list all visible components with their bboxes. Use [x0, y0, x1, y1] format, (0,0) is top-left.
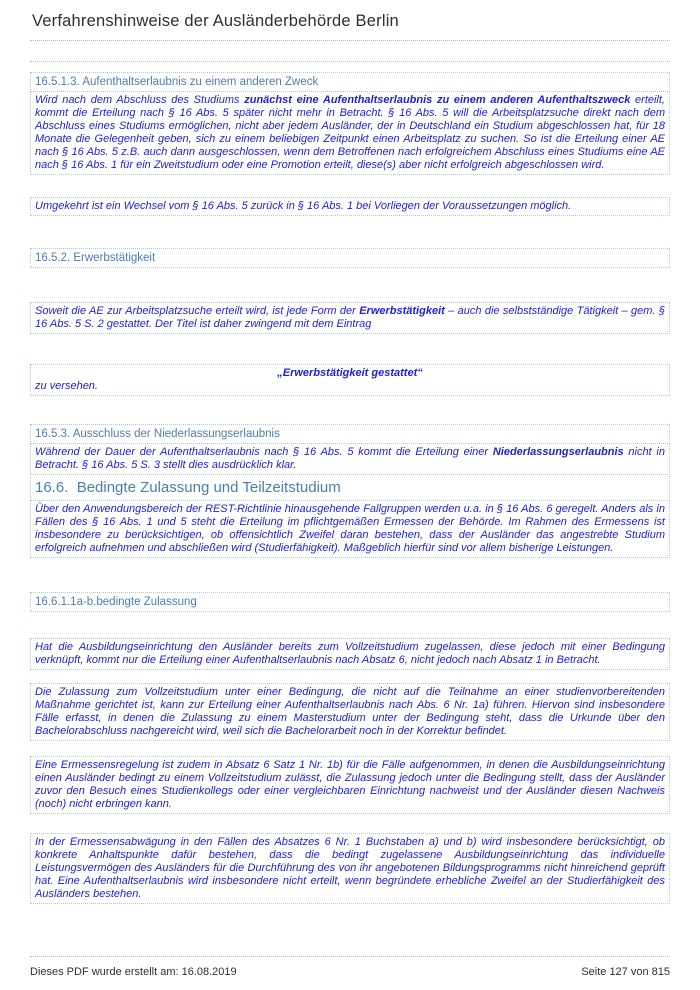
- paragraph-employment: Soweit die AE zur Arbeitsplatzsuche erteilt wird, ist jede Form der Erwerbstätigkeit – auch die selbstständige Tätigkeit – gem. § 16 Abs. 5 S. 2 gestattet. Der Titel ist daher zwingend mit dem Eintrag: [30, 302, 670, 334]
- document-body: [30, 72, 670, 904]
- paragraph-settlement-permit: Während der Dauer der Aufenthaltserlaubnis nach § 16 Abs. 5 kommt die Erteilung einer Niederlassungserlaubnis nicht in Betracht. § 16 Abs. 5 S. 3 stellt dies ausdrücklich klar.: [30, 443, 670, 475]
- entry-quote: „Erwerbstätigkeit gestattet“: [277, 367, 423, 379]
- footer-created-date: Dieses PDF wurde erstellt am: 16.08.2019: [30, 966, 237, 978]
- paragraph-condition-master: Die Zulassung zum Vollzeitstudium unter einer Bedingung, die nicht auf die Teilnahme an einer studienvorbereitenden Maßnahme gerichtet ist, kann zur Erteilung einer Aufenthaltserlaubnis nach Abs. 6 Nr. 1a) führen. Hiervon sind insbesondere Fälle erfasst, in denen die Zulassung zu einem Masterstudium unter der Bedingung steht, dass die Urkunde über den Bachelorabschluss nachgereicht wird, weil sich die Bachelorarbeit noch in der Korrektur befindet.: [30, 683, 670, 741]
- paragraph-discretion-rule: Eine Ermessensregelung ist zudem in Absatz 6 Satz 1 Nr. 1b) für die Fälle aufgenommen, in denen die Ausbildungseinrichtung einen Ausländer bedingt zu einem Vollzeitstudium zulässt, die Zulassung jedoch unter die Bedingung stellt, dass der Ausländer zuvor den Besuch eines Studienkollegs oder einer vergleichbaren Einrichtung nachweist und der Ausländer diesen Nachweis (noch) nicht erbringen kann.: [30, 756, 670, 814]
- section-heading-16-5-1-3: 16.5.1.3. Aufenthaltserlaubnis zu einem anderen Zweck: [30, 72, 670, 92]
- section-heading-16-6: 16.6. Bedingte Zulassung und Teilzeitstudium: [30, 474, 670, 501]
- paragraph-reverse-switch: Umgekehrt ist ein Wechsel vom § 16 Abs. 5 zurück in § 16 Abs. 1 bei Vorliegen der Voraussetzungen möglich.: [30, 197, 670, 216]
- section-heading-16-6-1: 16.6.1.1a-b.bedingte Zulassung: [30, 592, 670, 612]
- footer-page-number: Seite 127 von 815: [581, 966, 670, 978]
- entry-note-continuation: zu versehen.: [35, 380, 98, 392]
- paragraph-entry-note: [30, 364, 670, 396]
- separator-line: [30, 61, 670, 62]
- document-title: Verfahrenshinweise der Ausländerbehörde Berlin: [30, 8, 670, 41]
- paragraph-rest-directive: Über den Anwendungsbereich der REST-Richtlinie hinausgehende Fallgruppen werden u.a. in § 16 Abs. 6 geregelt. Anders als in Fällen des § 16 Abs. 1 und 5 steht die Erteilung im pflichtgemäßen Ermessen der Behörde. Im Rahmen des Ermessens ist insbesondere zu berücksichtigen, ob offensichtlich Zweifel daran bestehen, dass der Ausländer das angestrebte Studium erfolgreich aufnehmen und abschließen wird (Studierfähigkeit). Maßgeblich hierfür sind vor allem bisherige Leistungen.: [30, 500, 670, 558]
- paragraph-conditional-admission: Hat die Ausbildungseinrichtung den Ausländer bereits zum Vollzeitstudium zugelassen, diese jedoch mit einer Bedingung verknüpft, kommt nur die Erteilung einer Aufenthaltserlaubnis nach Absatz 6, nicht jedoch nach Absatz 1 in Betracht.: [30, 638, 670, 670]
- paragraph-discretion-weighing: In der Ermessensabwägung in den Fällen des Absatzes 6 Nr. 1 Buchstaben a) und b) wird insbesondere berücksichtigt, ob konkrete Anhaltspunkte dafür bestehen, dass die bedingt zugelassene Ausbildungseinrichtung das individuelle Leistungsvermögen des Ausländers für die Durchführung des von ihr angebotenen Bildungsprogramms nicht hinreichend geprüft hat. Eine Aufenthaltserlaubnis wird insbesondere nicht erteilt, wenn begründete erhebliche Zweifel an der Studierfähigkeit des Ausländers bestehen.: [30, 833, 670, 904]
- paragraph-other-purpose: Wird nach dem Abschluss des Studiums zunächst eine Aufenthaltserlaubnis zu einem anderen Aufenthaltszweck erteilt, kommt die Erteilung nach § 16 Abs. 5 später nicht mehr in Betracht. § 16 Abs. 5 will die Arbeitsplatzsuche direkt nach dem Abschluss eines Studiums ermöglichen, nicht aber jedem Ausländer, der in Deutschland ein Studium abgeschlossen hat, für 18 Monate die Gelegenheit geben, sich zu einem beliebigen Zeitpunkt einen Arbeitsplatz zu suchen. So ist die Erteilung einer AE nach § 16 Abs. 5 z.B. auch dann ausgeschlossen, wenn dem Betroffenen nach erfolgreichem Abschluss eines Studiums eine AE nach § 16 Abs. 1 für ein Zweitstudium oder eine Promotion erteilt, diese(s) aber nicht erfolgreich abgeschlossen wird.: [30, 91, 670, 175]
- section-heading-16-5-2: 16.5.2. Erwerbstätigkeit: [30, 248, 670, 268]
- section-heading-16-5-3: 16.5.3. Ausschluss der Niederlassungserlaubnis: [30, 424, 670, 444]
- page-footer: [30, 956, 670, 978]
